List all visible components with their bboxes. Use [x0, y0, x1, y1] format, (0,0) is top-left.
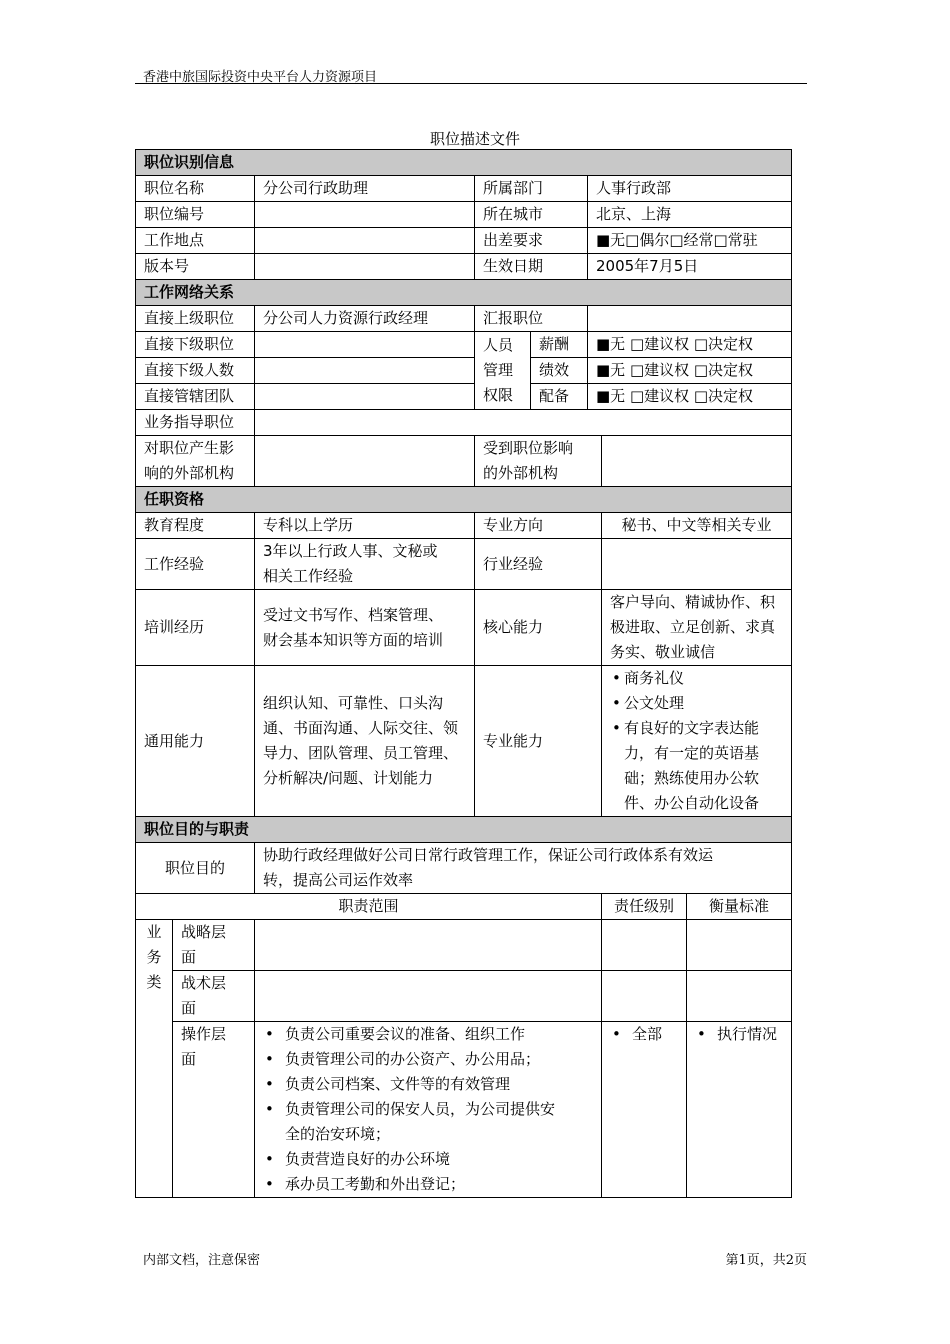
effective-date-label: 生效日期	[475, 254, 588, 280]
list-item: • 公文处理	[610, 691, 783, 716]
tactic-scope	[255, 971, 602, 1022]
subordinate-label: 直接下级职位	[136, 332, 255, 358]
strategy-level	[602, 920, 687, 971]
level-header: 责任级别	[602, 894, 687, 920]
major-label: 专业方向	[475, 513, 602, 539]
report-value	[588, 306, 792, 332]
category-char-2: 务	[146, 948, 162, 966]
team-value	[255, 384, 475, 410]
general-line-2: 通、书面沟通、人际交往、领	[263, 719, 459, 737]
job-name-label: 职位名称	[136, 176, 255, 202]
education-label: 教育程度	[136, 513, 255, 539]
hr-authority-label	[475, 332, 531, 410]
tactic-line-2: 面	[181, 999, 197, 1017]
dept-value: 人事行政部	[588, 176, 792, 202]
tactic-level-label	[173, 971, 255, 1022]
experience-line-1: 3年以上行政人事、文秘或	[263, 542, 438, 560]
training-value	[255, 590, 475, 666]
strategy-line-2: 面	[181, 948, 197, 966]
purpose-line-2: 转，提高公司运作效率	[263, 871, 414, 889]
operation-duty-list	[263, 1022, 593, 1197]
version-value	[255, 254, 475, 280]
list-item: • 全部	[610, 1022, 678, 1047]
tactic-measure	[687, 971, 792, 1022]
list-item: • 负责营造良好的办公环境	[263, 1147, 593, 1172]
pro-item3-line-1: • 有良好的文字表达能	[624, 719, 760, 737]
page-header: 香港中旅国际投资中央平台人力资源项目	[143, 70, 378, 85]
training-line-1: 受过文书写作、档案管理、	[263, 605, 444, 624]
operation-level-label	[173, 1022, 255, 1198]
purpose-label: 职位目的	[136, 843, 255, 894]
external-affect-value	[255, 436, 475, 487]
experience-label: 工作经验	[136, 539, 255, 590]
tactic-level	[602, 971, 687, 1022]
business-category	[136, 920, 173, 1198]
operation-line-1: 操作层	[181, 1025, 227, 1043]
external-affect-line-1: 对职位产生影	[144, 439, 235, 457]
subordinate-count-value	[255, 358, 475, 384]
report-label: 汇报职位	[475, 306, 588, 332]
dept-label: 所属部门	[475, 176, 588, 202]
education-value: 专科以上学历	[255, 513, 475, 539]
category-char-3: 类	[146, 973, 162, 991]
hr-authority-line-3: 权限	[483, 386, 514, 404]
professional-ability-label: 专业能力	[475, 666, 602, 817]
external-affected-line-2: 的外部机构	[483, 464, 559, 482]
location-value	[255, 228, 475, 254]
section-id-info: 职位识别信息	[136, 150, 792, 176]
list-item: • 承办员工考勤和外出登记；	[263, 1172, 593, 1197]
experience-line-2: 相关工作经验	[263, 567, 354, 585]
city-value: 北京、上海	[588, 202, 792, 228]
strategy-measure	[687, 920, 792, 971]
core-line-2: 极进取、立足创新、求真	[610, 618, 776, 636]
operation-level	[602, 1022, 687, 1198]
general-ability-value	[255, 666, 475, 817]
external-affect-line-2: 响的外部机构	[144, 464, 235, 482]
hr-authority-line-1: 人员	[483, 336, 514, 354]
operation-line-2: 面	[181, 1050, 197, 1068]
external-affected-label	[475, 436, 602, 487]
section-purpose: 职位目的与职责	[136, 817, 792, 843]
strategy-scope	[255, 920, 602, 971]
training-label: 培训经历	[136, 590, 255, 666]
operation-measure	[687, 1022, 792, 1198]
general-line-3: 导力、团队管理、员工管理、	[263, 744, 459, 762]
list-item: • 负责管理公司的办公资产、办公用品；	[263, 1047, 593, 1072]
footer-page-number: 第1页，共2页	[725, 1253, 807, 1268]
core-line-3: 务实、敬业诚信	[610, 643, 716, 661]
city-label: 所在城市	[475, 202, 588, 228]
external-affected-line-1: 受到职位影响	[483, 439, 574, 457]
purpose-value	[255, 843, 792, 894]
strategy-level-label	[173, 920, 255, 971]
core-line-1: 客户导向、精诚协作、积	[610, 593, 776, 611]
pro-item3-line-3: 础；熟练使用办公软	[624, 769, 760, 787]
list-item: • 执行情况	[695, 1022, 783, 1047]
superior-value: 分公司人力资源行政经理	[255, 306, 475, 332]
major-value: 秘书、中文等相关专业	[602, 513, 792, 539]
op-item4-line-1: • 负责管理公司的保安人员，为公司提供安	[285, 1100, 556, 1118]
list-item	[610, 716, 783, 816]
pro-item3-line-2: 力，有一定的英语基	[624, 744, 760, 762]
industry-label: 行业经验	[475, 539, 602, 590]
strategy-line-1: 战略层	[181, 923, 227, 941]
core-competence-label: 核心能力	[475, 590, 602, 666]
general-line-1: 组织认知、可靠性、口头沟	[263, 694, 444, 712]
job-code-label: 职位编号	[136, 202, 255, 228]
op-item4-line-2: 全的治安环境；	[285, 1125, 391, 1143]
document-title: 职位描述文件	[429, 130, 520, 148]
header-divider	[135, 83, 807, 84]
subordinate-value	[255, 332, 475, 358]
job-description-table	[135, 149, 792, 1198]
scope-header: 职责范围	[136, 894, 602, 920]
salary-authority: ■无 □建议权 □决定权	[588, 332, 792, 358]
subordinate-count-label: 直接下级人数	[136, 358, 255, 384]
category-char-1: 业	[146, 923, 162, 941]
list-item	[263, 1097, 593, 1147]
professional-ability-value	[602, 666, 792, 817]
measure-header: 衡量标准	[687, 894, 792, 920]
list-item: • 负责公司重要会议的准备、组织工作	[263, 1022, 593, 1047]
footer-confidential: 内部文档，注意保密	[143, 1253, 261, 1268]
professional-ability-list	[610, 666, 783, 816]
salary-label: 薪酬	[531, 332, 588, 358]
operation-scope	[255, 1022, 602, 1198]
performance-authority: ■无 □建议权 □决定权	[588, 358, 792, 384]
external-affected-value	[602, 436, 792, 487]
list-item: • 商务礼仪	[610, 666, 783, 691]
experience-value	[255, 539, 475, 590]
job-name-value: 分公司行政助理	[255, 176, 475, 202]
team-label: 直接管辖团队	[136, 384, 255, 410]
purpose-line-1: 协助行政经理做好公司日常行政管理工作，保证公司行政体系有效运	[263, 846, 714, 864]
external-affect-label	[136, 436, 255, 487]
hr-authority-line-2: 管理	[483, 361, 514, 379]
training-line-2: 财会基本知识等方面的培训	[263, 630, 444, 649]
staffing-authority: ■无 □建议权 □决定权	[588, 384, 792, 410]
location-label: 工作地点	[136, 228, 255, 254]
travel-label: 出差要求	[475, 228, 588, 254]
superior-label: 直接上级职位	[136, 306, 255, 332]
list-item: • 负责公司档案、文件等的有效管理	[263, 1072, 593, 1097]
general-ability-label: 通用能力	[136, 666, 255, 817]
general-line-4: 分析解决/问题、计划能力	[263, 769, 434, 787]
travel-value: ■无□偶尔□经常□常驻	[588, 228, 792, 254]
industry-value	[602, 539, 792, 590]
performance-label: 绩效	[531, 358, 588, 384]
job-code-value	[255, 202, 475, 228]
version-label: 版本号	[136, 254, 255, 280]
guidance-value	[255, 410, 792, 436]
section-qualification: 任职资格	[136, 487, 792, 513]
core-competence-value	[602, 590, 792, 666]
guidance-label: 业务指导职位	[136, 410, 255, 436]
tactic-line-1: 战术层	[181, 974, 227, 992]
pro-item3-line-4: 件、办公自动化设备	[624, 794, 760, 812]
staffing-label: 配备	[531, 384, 588, 410]
effective-date-value: 2005年7月5日	[588, 254, 792, 280]
section-network: 工作网络关系	[136, 280, 792, 306]
